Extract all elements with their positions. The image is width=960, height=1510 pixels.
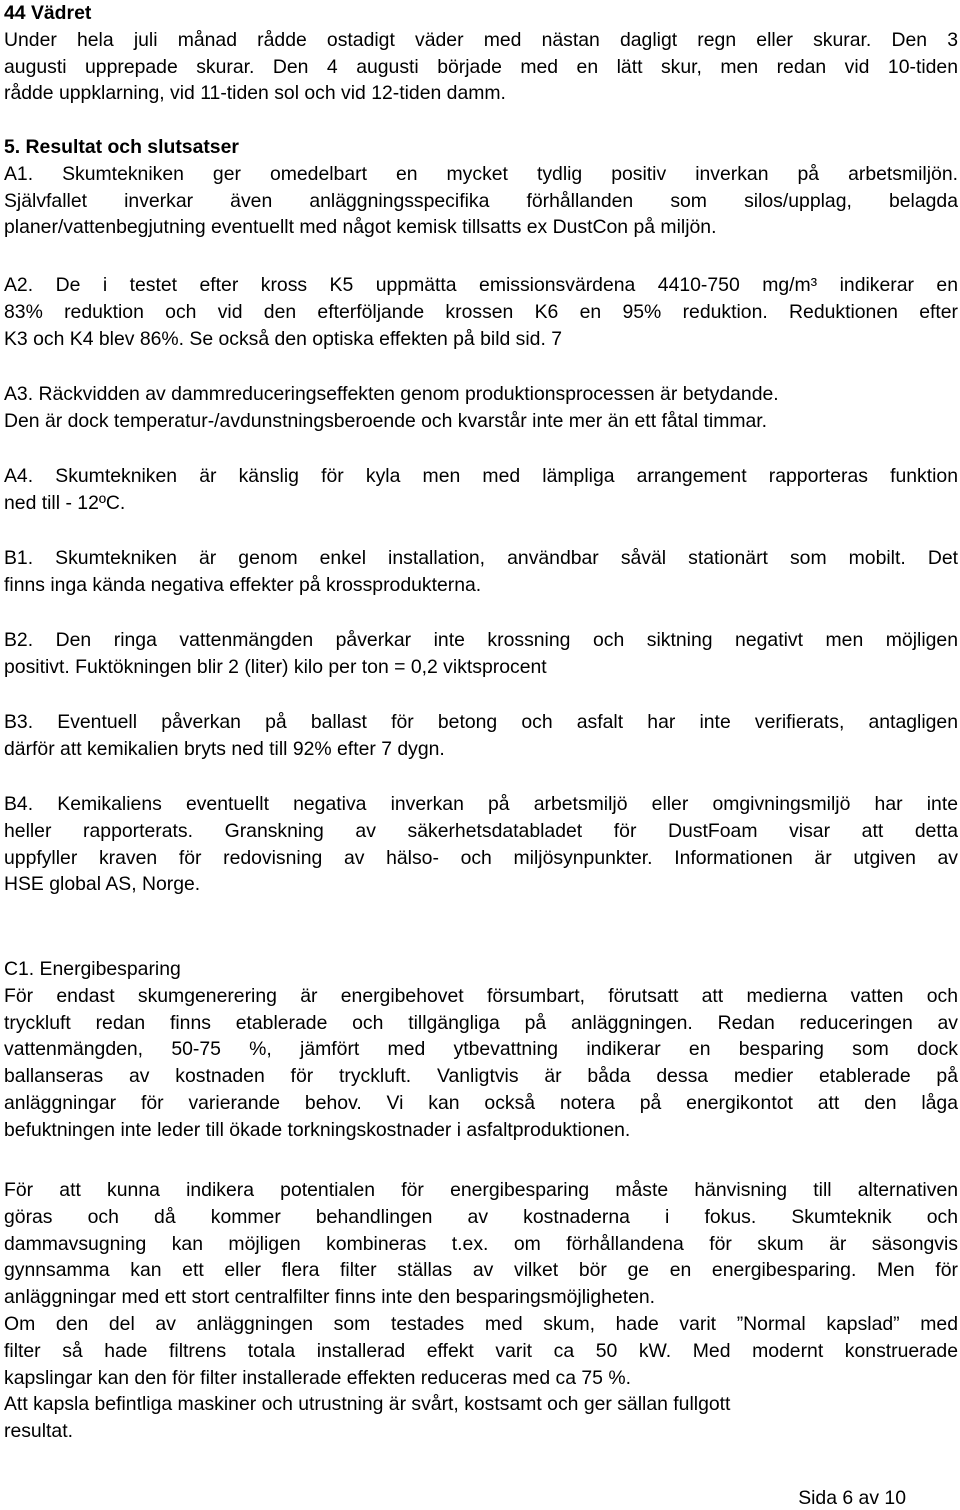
a1-line-2: Självfallet inverkar även anläggningsspecifika förhållanden som silos/upplag, belagda bbox=[4, 189, 958, 212]
weather-heading: 44 Vädret bbox=[4, 2, 92, 24]
weather-line-3: rådde uppklarning, vid 11-tiden sol och vid 12-tiden damm. bbox=[4, 82, 506, 105]
b2-line-1: B2. Den ringa vattenmängden påverkar inte krossning och siktning negativt men möjligen bbox=[4, 629, 958, 651]
paragraph-a4 bbox=[4, 463, 958, 517]
b2-line-2: positivt. Fuktökningen blir 2 (liter) kilo per ton = 0,2 viktsprocent bbox=[4, 655, 547, 678]
section-weather bbox=[4, 0, 958, 107]
c1b-line-6: Om den del av anläggningen som testades med skum, hade varit ”Normal kapslad” med bbox=[4, 1312, 958, 1335]
c1b-line-3: dammavsugning kan möjligen kombineras t.ex. om förhållandena för skum är säsongvis bbox=[4, 1232, 958, 1255]
c1b-line-7: filter så hade filtrens totala installerad effekt varit ca 50 kW. Med modernt konstruerade bbox=[4, 1339, 958, 1362]
a3-line-1: A3. Räckvidden av dammreduceringseffekten genom produktionsprocessen är betydande. bbox=[4, 383, 779, 405]
document-page bbox=[4, 0, 958, 1509]
results-heading: 5. Resultat och slutsatser bbox=[4, 136, 239, 158]
paragraph-a3 bbox=[4, 381, 958, 435]
weather-line-2: augusti upprepade skurar. Den 4 augusti började med en lätt skur, men redan vid 10-tiden bbox=[4, 55, 958, 78]
b3-line-1: B3. Eventuell påverkan på ballast för betong och asfalt har inte verifierats, antagligen bbox=[4, 711, 958, 733]
paragraph-b3 bbox=[4, 709, 958, 763]
page-number: Sida 6 av 10 bbox=[798, 1487, 906, 1509]
a2-line-1: A2. De i testet efter kross K5 uppmätta emissionsvärdena 4410-750 mg/m³ indikerar en bbox=[4, 274, 958, 296]
a4-line-2: ned till - 12ºC. bbox=[4, 491, 126, 514]
c1b-line-4: gynnsamma kan ett eller flera filter ställas av vilket bör ge en energibesparing. Men för bbox=[4, 1259, 958, 1282]
a4-line-1: A4. Skumtekniken är känslig för kyla men med lämpliga arrangement rapporteras funktion bbox=[4, 465, 958, 487]
paragraph-b4 bbox=[4, 791, 958, 898]
b4-line-2: heller rapporterats. Granskning av säkerhetsdatabladet för DustFoam visar att detta bbox=[4, 819, 958, 842]
c1b-line-1: För att kunna indikera potentialen för energibesparing måste hänvisning till alternativen bbox=[4, 1179, 958, 1201]
b4-line-4: HSE global AS, Norge. bbox=[4, 873, 201, 896]
c1-line-6: befuktningen inte leder till ökade torkningskostnader i asfaltproduktionen. bbox=[4, 1118, 631, 1141]
paragraph-b2 bbox=[4, 627, 958, 681]
c1b-line-9: Att kapsla befintliga maskiner och utrustning är svårt, kostsamt och ger sällan fullgott bbox=[4, 1393, 731, 1416]
a2-line-3: K3 och K4 blev 86%. Se också den optiska effekten på bild sid. 7 bbox=[4, 327, 563, 350]
b1-line-2: finns inga kända negativa effekter på krossprodukterna. bbox=[4, 573, 482, 596]
paragraph-a2 bbox=[4, 272, 958, 352]
a1-line-3: planer/vattenbegjutning eventuellt med något kemisk tillsatts ex DustCon på miljön. bbox=[4, 216, 717, 239]
paragraph-b1 bbox=[4, 545, 958, 599]
c1-line-3: vattenmängden, 50-75 %, jämfört med ytbevattning indikerar en besparing som dock bbox=[4, 1038, 958, 1061]
c1-line-4: ballanseras av kostnaden för tryckluft. Vanligtvis är båda dessa medier etablerade på bbox=[4, 1065, 958, 1088]
a2-line-2: 83% reduktion och vid den efterföljande krossen K6 en 95% reduktion. Reduktionen efter bbox=[4, 300, 958, 323]
section-results bbox=[4, 134, 958, 241]
c1b-line-2: göras och då kommer behandlingen av kostnaderna i fokus. Skumteknik och bbox=[4, 1205, 958, 1228]
b4-line-3: uppfyller kraven för redovisning av hälso- och miljösynpunkter. Informationen är utgiven av bbox=[4, 846, 958, 869]
weather-line-1: Under hela juli månad rådde ostadigt väder med nästan dagligt regn eller skurar. Den 3 bbox=[4, 28, 958, 51]
b1-line-1: B1. Skumtekniken är genom enkel installation, användbar såväl stationärt som mobilt. Det bbox=[4, 547, 958, 569]
section-c1-continued bbox=[4, 1177, 958, 1445]
c1-line-5: anläggningar för varierande behov. Vi kan också notera på energikontot att den låga bbox=[4, 1091, 958, 1114]
a3-line-2: Den är dock temperatur-/avdunstningsberoende och kvarstår inte mer än ett fåtal timmar. bbox=[4, 409, 768, 432]
c1-line-1: För endast skumgenerering är energibehovet försumbart, förutsatt att medierna vatten och bbox=[4, 984, 958, 1007]
b3-line-2: därför att kemikalien bryts ned till 92% efter 7 dygn. bbox=[4, 737, 445, 760]
c1b-line-8: kapslingar kan den för filter installerade effekten reduceras med ca 75 %. bbox=[4, 1366, 631, 1389]
b4-line-1: B4. Kemikaliens eventuellt negativa inverkan på arbetsmiljö eller omgivningsmiljö har inte bbox=[4, 793, 958, 815]
c1b-line-10: resultat. bbox=[4, 1420, 73, 1443]
a1-line-1: A1. Skumtekniken ger omedelbart en mycket tydlig positiv inverkan på arbetsmiljön. bbox=[4, 162, 958, 185]
c1-heading: C1. Energibesparing bbox=[4, 958, 181, 980]
c1b-line-5: anläggningar med ett stort centralfilter finns inte den besparingsmöjligheten. bbox=[4, 1286, 656, 1309]
section-c1 bbox=[4, 956, 958, 1144]
c1-line-2: tryckluft redan finns etablerade och tillgängliga på anläggningen. Redan reduceringen av bbox=[4, 1011, 958, 1034]
